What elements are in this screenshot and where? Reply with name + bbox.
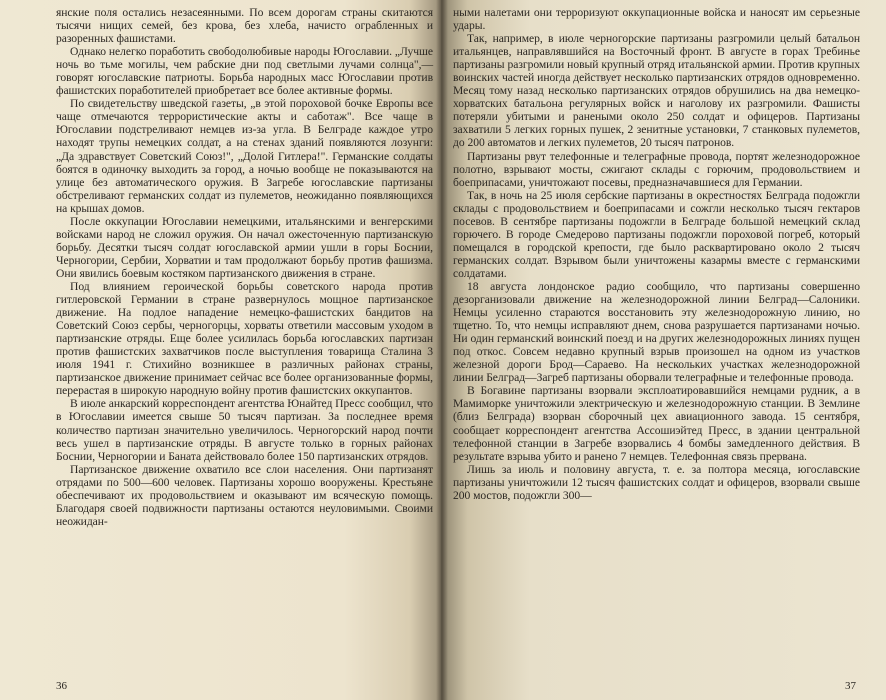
book-gutter-shadow — [436, 0, 448, 700]
right-paragraph-7: Лишь за июль и половину августа, т. е. за полтора месяца, югославские партизаны уничтожили 12 тысяч фашистских солдат и офицеров, взорвали свыше 200 мостов, подожгли 300— — [453, 462, 860, 502]
left-paragraph-6: В июле анкарский корреспондент агентства Юнайтед Пресс сообщил, что в Югославии имеется свыше 50 тысяч партизан. За последнее время количество партизан значительно увеличилось. Черногорский народ почти весь ушел в партизанские отряды. В августе только в горных районах Боснии, Черногории и Баната действовало более 150 партизанских отрядов. — [56, 397, 433, 463]
left-page-number: 36 — [56, 680, 67, 692]
left-paragraph-4: После оккупации Югославии немецкими, итальянскими и венгерскими войсками народ не сложил оружия. Он начал ожесточенную партизанскую борьбу. Десятки тысяч солдат югославской армии ушли в горы Боснии, Черногории, Сербии, Хорватии и там продолжают борьбу против фашизма. Они явились боевым костяком партизанского движения в стране. — [56, 214, 433, 280]
right-paragraph-5: 18 августа лондонское радио сообщило, что партизаны совершенно дезорганизовали движение на железнодорожной линии Белград—Салоники. Немцы усиленно стараются восстановить эту железнодорожную линию, но тщетно. То, что немцы исправляют днем, снова разрушается партизанами ночью. Ни один германский воинский поезд и на других железнодорожных линиях пущен под откос. Совсем недавно крупный взрыв произошел на одном из участков железной дороги Брод—Сараево. На нескольких участках железнодорожной линии Белград—Загреб партизаны оборвали телеграфные и телефонные провода. — [453, 279, 860, 385]
right-paragraph-4: Так, в ночь на 25 июля сербские партизаны в окрестностях Белграда подожгли склады с продовольствием и боеприпасами и сожгли несколько тысяч гектаров посевов. В сентябре партизаны подожгли в Белграде большой немецкий склад горючего. В городе Смедерово партизаны подожгли пороховой погреб, который помещался в городской крепости, где было расквартировано около 2 тысяч германских солдат. Взрывом были уничтожены казармы вместе с германскими солдатами. — [453, 188, 860, 280]
right-paragraph-6: В Богавине партизаны взорвали эксплоатировавшийся немцами рудник, а в Мамиморке уничтожили электрическую и железнодорожную станции. В Землине (близ Белграда) взорван сборочный цех авиационного завода. 15 сентября, сообщает корреспондент агентства Ассошиэйтед Пресс, в здании центральной телефонной станции в Загребе взорвались 4 бомбы замедленного действия. В результате взрыва убито и ранено 7 немцев. Телефонная связь прервана. — [453, 384, 860, 463]
right-page — [441, 0, 886, 700]
right-paragraph-1: ными налетами они терроризуют оккупационные войска и наносят им серьезные удары. — [453, 6, 860, 33]
right-paragraph-2: Так, например, в июле черногорские партизаны разгромили целый батальон итальянцев, направлявшийся на Восточный фронт. В августе в горах Требинье партизаны разгромили новый крупный отряд итальянской армии. Против крупных воинских частей иногда действует несколько партизанских отрядов одновременно. Месяц тому назад несколько партизанских отрядов обрушились на два немецко-хорватских батальона регулярных войск и наголову их разгромили. Фашисты потеряли убитыми и ранеными около 250 солдат и офицеров. Партизаны захватили 5 легких горных пушек, 2 зенитные установки, 7 станковых пулеметов, до 200 автоматов и легких пулеметов, 20 тысяч патронов. — [453, 32, 860, 150]
left-paragraph-5: Под влиянием героической борьбы советского народа против гитлеровской Германии в стране развернулось мощное партизанское движение. На подлое нападение немецко-фашистских бандитов на Советский Союз сербы, черногорцы, хорваты ответили массовым уходом в партизанские отряды. Еще более усилилась борьба югославских партизан против фашистских захватчиков после выступления товарища Сталина 3 июля 1941 г. Стихийно возникшее в различных районах страны, партизанское движение принимает сейчас все более организованные формы, перерастая в широкую народную войну против фашистских оккупантов. — [56, 279, 433, 398]
right-page-number: 37 — [845, 680, 856, 692]
left-paragraph-1: янские поля остались незасеянными. По всем дорогам страны скитаются тысячи нищих семей, без крова, без хлеба, начисто ограбленных и разоренных фашистами. — [56, 6, 433, 46]
left-page — [0, 0, 441, 700]
left-paragraph-3: По свидетельству шведской газеты, „в этой пороховой бочке Европы все чаще отмечаются террористические акты и саботаж". Все чаще в Югославии подстреливают немцев из-за угла. В Белграде каждое утро находят трупы немецких солдат, а на стенах зданий появляются лозунги: „Да здравствует Советский Союз!", „Долой Гитлера!". Германские солдаты боятся в одиночку выходить за город, а ночью вообще не показываются на улице без автоматического оружия. В Загребе югославские партизаны обстреливают германских солдат из пулеметов, неожиданно появляющихся на крышах домов. — [56, 97, 433, 215]
left-paragraph-7: Партизанское движение охватило все слои населения. Они партизанят отрядами по 500—600 человек. Партизаны хорошо вооружены. Крестьяне обеспечивают их продовольствием и оказывают им всяческую помощь. Благодаря своей подвижности партизаны остаются неуловимыми. Своими неожидан- — [56, 462, 433, 528]
left-paragraph-2: Однако нелегко поработить свободолюбивые народы Югославии. „Лучше ночь во тьме могилы, чем рабские дни под светлыми лучами солнца",— говорят югославские патриоты. Борьба народных масс Югославии против фашистских поработителей приобретает все более активные формы. — [56, 45, 433, 98]
right-paragraph-3: Партизаны рвут телефонные и телеграфные провода, портят железнодорожное полотно, взрывают мосты, сжигают склады с горючим, продовольствием и боеприпасами, уничтожают посевы, предназначавшиеся для Германии. — [453, 149, 860, 189]
